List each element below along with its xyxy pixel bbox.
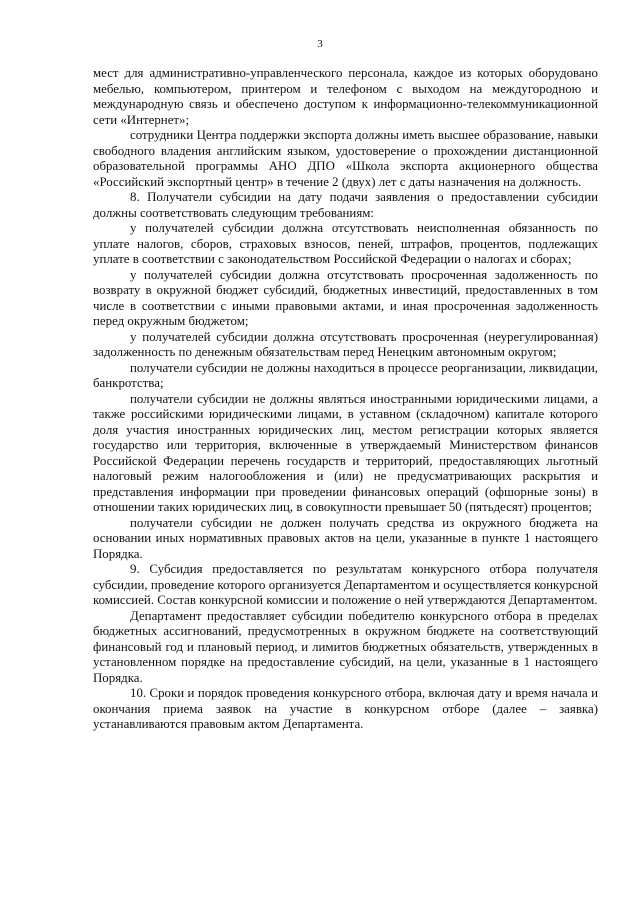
paragraph-1: мест для административно-управленческого персонала, каждое из которых оборудовано мебелью, компьютером, принтером и телефоном с выходом на междугородною и международную связь и обеспечено доступом к информационно-телекоммуникационной сети «Интернет»; <box>93 66 598 127</box>
paragraph-5: у получателей субсидии должна отсутствовать просроченная задолженность по возврату в окружной бюджет субсидий, бюджетных инвестиций, предоставленных в том числе в соответствии с иными правовыми актами, и иная просроченная задолженность перед окружным бюджетом; <box>93 267 598 328</box>
paragraph-3: 8. Получатели субсидии на дату подачи заявления о предоставлении субсидии должны соответствовать следующим требованиям: <box>93 190 598 220</box>
paragraph-4: у получателей субсидии должна отсутствовать неисполненная обязанность по уплате налогов, сборов, страховых взносов, пеней, штрафов, процентов, подлежащих уплате в соответствии с законодательством Российской Федерации о налогах и сборах; <box>93 221 598 266</box>
paragraph-6: у получателей субсидии должна отсутствовать просроченная (неурегулированная) задолженность по денежным обязательствам перед Ненецким автономным округом; <box>93 329 598 359</box>
paragraph-11: Департамент предоставляет субсидии победителю конкурсного отбора в пределах бюджетных ассигнований, предусмотренных в окружном бюджете на соответствующий финансовый год и плановый период, и лимитов бюджетных обязательств, утвержденных в установленном порядке на предоставление субсидий, на цели, указанные в 1 настоящего Порядка. <box>93 608 598 685</box>
paragraph-2: сотрудники Центра поддержки экспорта должны иметь высшее образование, навыки свободного владения английским языком, удостоверение о прохождении дистанционной образовательной программы АНО ДПО «Школа экспорта акционерного общества «Российский экспортный центр» в течение 2 (двух) лет с даты назначения на должность. <box>93 128 598 189</box>
document-body <box>93 66 598 733</box>
paragraph-12: 10. Сроки и порядок проведения конкурсного отбора, включая дату и время начала и окончания приема заявок на участие в конкурсном отборе (далее – заявка) устанавливаются правовым актом Департамента. <box>93 686 598 731</box>
paragraph-8: получатели субсидии не должны являться иностранными юридическими лицами, а также российскими юридическими лицами, в уставном (складочном) капитале которого доля участия иностранных юридических лиц, местом регистрации которых является государство или территория, включенные в утверждаемый Министерством финансов Российской Федерации перечень государств и территорий, предоставляющих льготный налоговый режим налогообложения и (или) не предусматривающих раскрытия и представления информации при проведении финансовых операций (офшорные зоны) в отношении таких юридических лиц, в совокупности превышает 50 (пятьдесят) процентов; <box>93 391 598 514</box>
page-number: 3 <box>317 38 323 50</box>
paragraph-7: получатели субсидии не должны находиться в процессе реорганизации, ликвидации, банкротства; <box>93 360 598 390</box>
paragraph-10: 9. Субсидия предоставляется по результатам конкурсного отбора получателя субсидии, проведение которого организуется Департаментом и осуществляется конкурсной комиссией. Состав конкурсной комиссии и положение о ней утверждаются Департаментом. <box>93 562 598 607</box>
paragraph-9: получатели субсидии не должен получать средства из окружного бюджета на основании иных нормативных правовых актов на цели, указанные в пункте 1 настоящего Порядка. <box>93 515 598 561</box>
